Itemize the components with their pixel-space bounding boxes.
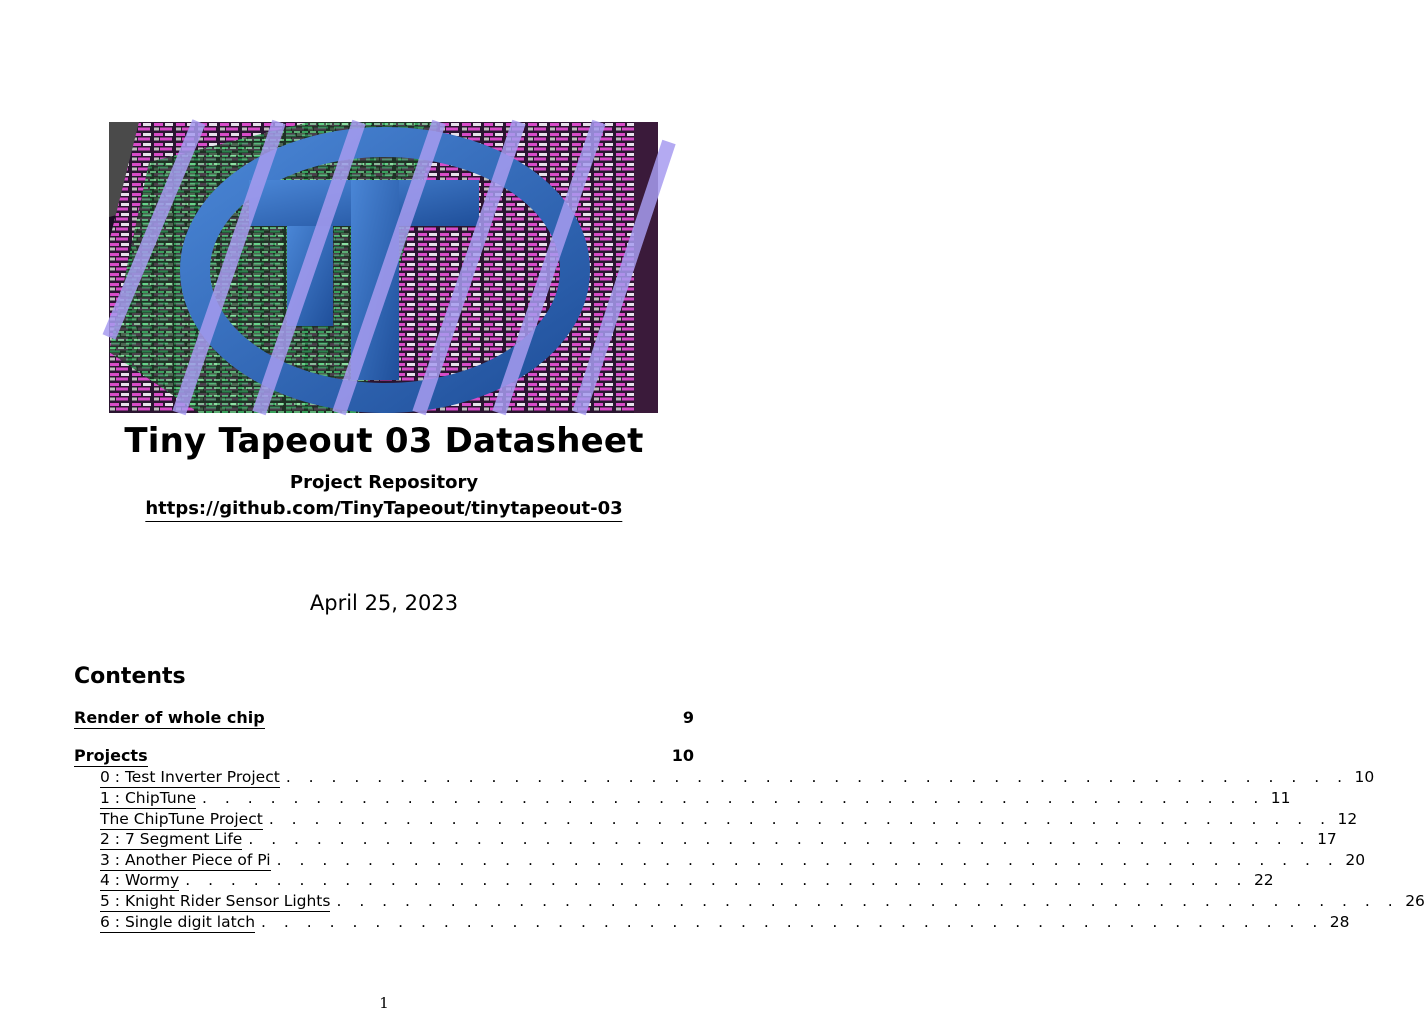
toc-entry[interactable] (100, 789, 1291, 809)
toc-entry-page: 11 (1270, 789, 1291, 807)
toc-section-label[interactable]: Projects (74, 746, 148, 765)
toc-leader-dots: . . . . . . . . . . . . . . . . . . . . . . . . . . . . . . . . . . . . . . . . . . . . . . . (185, 871, 1248, 889)
repo-caption: Project Repository (289, 472, 479, 493)
toc-section-projects[interactable] (74, 746, 694, 766)
toc-entry-label[interactable]: 6 : Single digit latch (100, 913, 256, 931)
toc-entry-page: 20 (1345, 851, 1366, 869)
toc-entry-label[interactable]: 1 : ChipTune (100, 789, 197, 807)
toc-section-page: 9 (682, 708, 694, 727)
toc-entry-page: 22 (1253, 871, 1274, 889)
toc-leader-dots: . . . . . . . . . . . . . . . . . . . . . . . . . . . . . . . . . . . . . . . . . . . . . . . (336, 892, 1400, 910)
page-number: 1 (379, 994, 389, 1012)
contents-heading: Contents (74, 664, 186, 689)
toc-entry[interactable] (100, 830, 1337, 850)
toc-leader-dots: . . . . . . . . . . . . . . . . . . . . . . . . . . . . . . . . . . . . . . . . . . . . . . . (276, 851, 1340, 869)
toc-entry[interactable] (100, 810, 1358, 830)
toc-entry-label[interactable]: 2 : 7 Segment Life (100, 830, 243, 848)
toc-entry-label[interactable]: 3 : Another Piece of Pi (100, 851, 271, 869)
toc-entry-page: 17 (1317, 830, 1337, 848)
toc-entry[interactable] (100, 892, 1425, 912)
toc-leader-dots: . . . . . . . . . . . . . . . . . . . . . . . . . . . . . . . . . . . . . . . . . . . . . . . (285, 768, 1349, 786)
toc-leader-dots: . . . . . . . . . . . . . . . . . . . . . . . . . . . . . . . . . . . . . . . . . . . . . . . (268, 810, 1332, 828)
toc-leader-dots: . . . . . . . . . . . . . . . . . . . . . . . . . . . . . . . . . . . . . . . . . . . . . . . (202, 789, 1265, 807)
toc-entry[interactable] (100, 768, 1375, 788)
document-date: April 25, 2023 (309, 591, 459, 615)
toc-leader-dots: . . . . . . . . . . . . . . . . . . . . . . . . . . . . . . . . . . . . . . . . . . . . . . . (261, 913, 1324, 931)
toc-entry-page: 10 (1354, 768, 1375, 786)
toc-entry-page: 26 (1405, 892, 1425, 910)
toc-section-label[interactable]: Render of whole chip (74, 708, 265, 727)
document-title: Tiny Tapeout 03 Datasheet (124, 421, 644, 461)
chip-render-icon (109, 122, 658, 413)
toc-entry[interactable] (100, 913, 1350, 933)
repo-link[interactable]: https://github.com/TinyTapeout/tinytapeout-03 (145, 498, 622, 522)
toc-leader-dots: . . . . . . . . . . . . . . . . . . . . . . . . . . . . . . . . . . . . . . . . . . . . . . . (248, 830, 1312, 848)
toc-entry-page: 12 (1337, 810, 1358, 828)
toc-section-render[interactable] (74, 708, 694, 728)
toc-entry-label[interactable]: 5 : Knight Rider Sensor Lights (100, 892, 331, 910)
toc-entry-label[interactable]: The ChipTune Project (100, 810, 263, 828)
toc-entry[interactable] (100, 871, 1274, 891)
toc-entry[interactable] (100, 851, 1366, 871)
toc-entry-page: 28 (1329, 913, 1350, 931)
toc-entry-label[interactable]: 4 : Wormy (100, 871, 180, 889)
toc-section-page: 10 (671, 746, 694, 765)
toc-entry-label[interactable]: 0 : Test Inverter Project (100, 768, 280, 786)
cover-image (109, 122, 658, 413)
